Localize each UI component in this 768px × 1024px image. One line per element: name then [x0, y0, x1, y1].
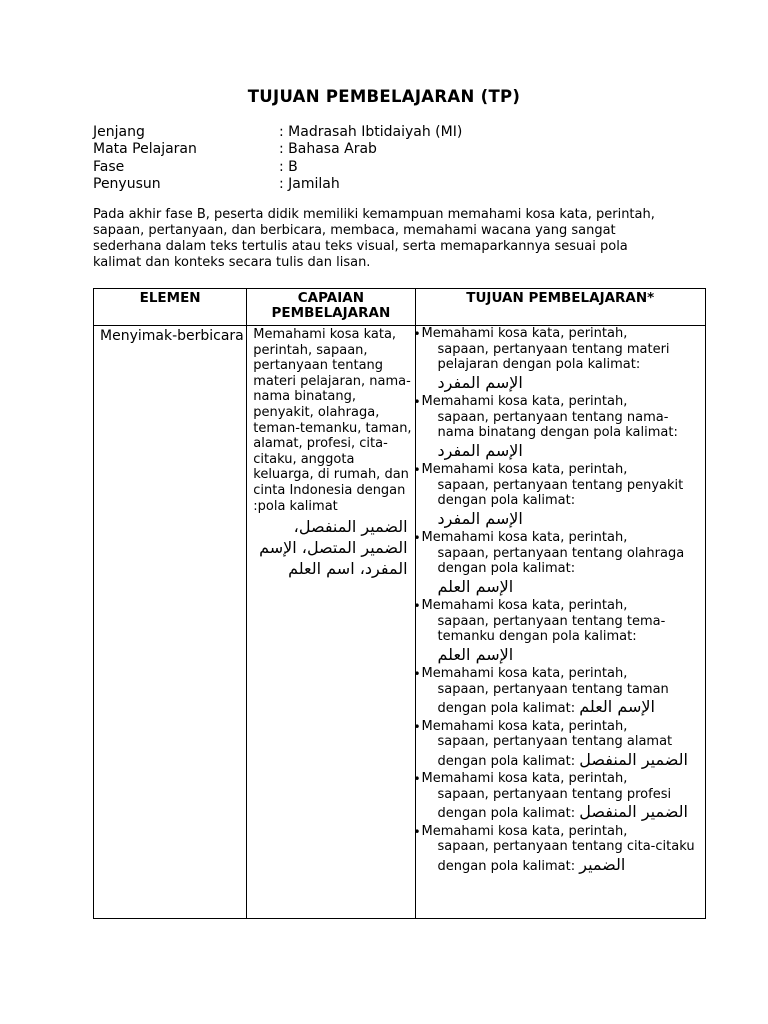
item-arabic: الضمير — [579, 854, 626, 874]
tujuan-cell — [415, 326, 705, 919]
elemen-text: Menyimak-berbicara — [100, 328, 244, 344]
meta-key: Penyusun — [93, 175, 161, 192]
capaian-text: Memahami kosa kata, perintah, sapaan, pertanyaan tentang materi pelajaran, nama-nama binatang, penyakit, olahraga, teman-temanku, taman, alamat, profesi, cita-citaku, anggota keluarga, di rumah, dan cinta Indonesia dengan :pola kalimat — [253, 327, 412, 514]
intro-paragraph: Pada akhir fase B, peserta didik memiliki kemampuan memahami kosa kata, perintah, sapaan, pertanyaan, dan berbicara, membaca, memahami wacana yang sangat sederhana dalam teks tertulis atau teks visual, serta memaparkannya sesuai pola kalimat dan konteks secara tulis dan lisan. — [93, 207, 655, 270]
item-arabic: الإسم العلم — [437, 576, 514, 596]
meta-row-fase — [93, 159, 462, 176]
bullet-icon: • — [413, 824, 421, 839]
tujuan-list — [413, 326, 703, 874]
bullet-icon: • — [413, 531, 421, 545]
capaian-arabic: الضمير المنفصل، الضمير المتصل، الإسم المفرد، اسم العلم — [259, 517, 408, 579]
bullet-icon: • — [413, 667, 421, 681]
table-header-row — [94, 289, 706, 326]
item-arabic: الضمير المنفصل — [579, 802, 688, 821]
item-text: sapaan, pertanyaan tentang cita-citaku dengan pola kalimat: — [437, 839, 695, 874]
header-capaian: CAPAIAN PEMBELAJARAN — [247, 289, 415, 326]
item-text: sapaan, pertanyaan tentang profesi dengan pola kalimat: — [437, 786, 672, 821]
list-item — [413, 771, 703, 822]
list-item — [413, 326, 703, 392]
list-item — [413, 823, 703, 875]
list-item — [413, 666, 703, 717]
list-item — [413, 718, 703, 770]
elemen-cell — [94, 326, 247, 919]
meta-row-mata-pelajaran — [93, 141, 462, 158]
meta-key: Mata Pelajaran — [93, 141, 197, 158]
meta-value: : Bahasa Arab — [279, 141, 377, 158]
bullet-icon: • — [413, 599, 421, 613]
bullet-icon: • — [413, 463, 421, 477]
item-line1: Memahami kosa kata, perintah, — [421, 326, 628, 341]
item-arabic: الإسم العلم — [579, 697, 655, 716]
item-line1: Memahami kosa kata, perintah, — [421, 530, 628, 545]
meta-key: Fase — [93, 158, 125, 175]
item-arabic: الإسم المفرد — [437, 372, 523, 392]
capaian-cell — [247, 326, 415, 919]
tp-table — [93, 288, 706, 919]
item-line1: Memahami kosa kata, perintah, — [421, 771, 628, 786]
item-arabic: الإسم العلم — [437, 644, 514, 664]
bullet-icon: • — [413, 395, 421, 409]
table-row — [94, 326, 706, 919]
header-elemen: ELEMEN — [94, 289, 247, 326]
item-text: sapaan, pertanyaan tentang penyakit dengan pola kalimat: — [437, 477, 684, 508]
list-item — [413, 394, 703, 460]
meta-row-jenjang — [93, 124, 462, 141]
item-arabic: الإسم المفرد — [437, 508, 523, 528]
item-text: sapaan, pertanyaan tentang alamat dengan pola kalimat: — [437, 734, 673, 769]
item-arabic: الإسم المفرد — [437, 440, 523, 460]
item-text: sapaan, pertanyaan tentang taman dengan pola kalimat: — [437, 681, 669, 716]
item-line1: Memahami kosa kata, perintah, — [421, 666, 628, 681]
list-item — [413, 462, 703, 528]
item-arabic: الضمير المنفصل — [579, 749, 688, 769]
item-text: sapaan, pertanyaan tentang tema-temanku dengan pola kalimat: — [437, 613, 666, 644]
capaian-content — [247, 326, 414, 579]
meta-value: : B — [279, 158, 298, 175]
page-title: TUJUAN PEMBELAJARAN (TP) — [247, 87, 521, 106]
item-text: sapaan, pertanyaan tentang materi pelajaran dengan pola kalimat: — [437, 341, 670, 372]
list-item — [413, 530, 703, 596]
meta-value: : Jamilah — [279, 175, 340, 192]
meta-key: Jenjang — [93, 124, 145, 140]
list-item — [413, 598, 703, 664]
meta-value: : Madrasah Ibtidaiyah (MI) — [279, 124, 463, 140]
item-line1: Memahami kosa kata, perintah, — [421, 462, 628, 477]
bullet-icon: • — [413, 719, 421, 734]
item-line1: Memahami kosa kata, perintah, — [421, 823, 628, 839]
bullet-icon: • — [413, 327, 421, 341]
header-tujuan: TUJUAN PEMBELAJARAN* — [415, 289, 705, 326]
item-line1: Memahami kosa kata, perintah, — [421, 718, 628, 734]
item-line1: Memahami kosa kata, perintah, — [421, 598, 628, 613]
bullet-icon: • — [413, 772, 421, 786]
item-text: sapaan, pertanyaan tentang olahraga dengan pola kalimat: — [437, 545, 685, 576]
document-meta — [93, 124, 462, 193]
item-text: sapaan, pertanyaan tentang nama-nama binatang dengan pola kalimat: — [437, 409, 678, 440]
item-line1: Memahami kosa kata, perintah, — [421, 394, 628, 409]
tujuan-content — [413, 326, 705, 874]
meta-row-penyusun — [93, 176, 462, 193]
